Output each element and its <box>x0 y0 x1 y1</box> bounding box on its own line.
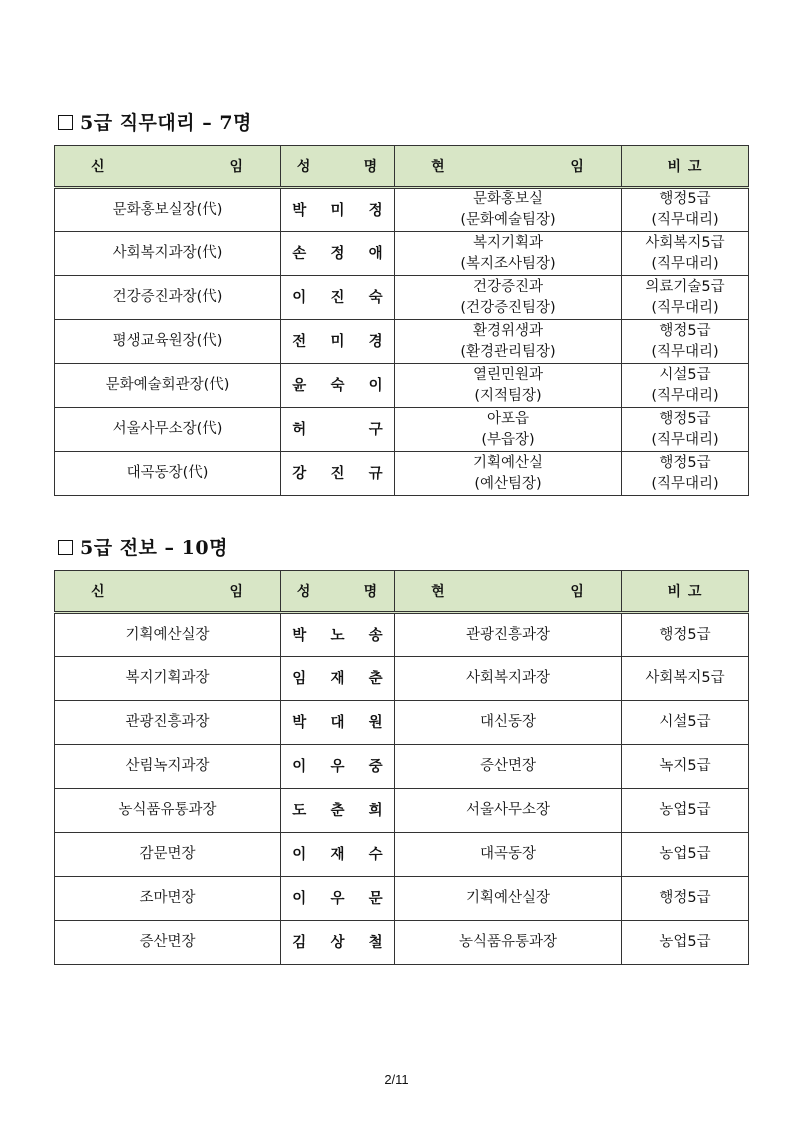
cell-line: 시설5급 <box>659 366 711 383</box>
current-post-cell <box>395 188 622 232</box>
name-letters <box>281 932 394 953</box>
name-letters <box>281 200 394 221</box>
name-char: 윤 <box>292 377 307 394</box>
current-post-cell <box>395 452 622 496</box>
note-cell <box>622 452 749 496</box>
name-cell <box>281 613 395 657</box>
note-cell <box>622 232 749 276</box>
name-char: 애 <box>368 245 383 262</box>
checkbox-square-icon <box>58 115 73 130</box>
new-post-cell: 감문면장 <box>55 833 281 877</box>
name-cell <box>281 921 395 965</box>
note-cell: 행정5급 <box>622 877 749 921</box>
new-post-cell: 사회복지과장(代) <box>55 232 281 276</box>
cell-line: (직무대리) <box>651 387 719 404</box>
name-char: 미 <box>330 201 345 219</box>
current-post-cell: 농식품유통과장 <box>395 921 622 965</box>
name-letters <box>281 712 394 733</box>
name-letters <box>281 888 394 909</box>
new-post-cell: 농식품유통과장 <box>55 789 281 833</box>
cell-line: (환경관리팀장) <box>460 343 556 360</box>
header-name: 성 명 <box>281 571 395 613</box>
note-cell <box>622 408 749 452</box>
note-cell: 농업5급 <box>622 833 749 877</box>
new-post-cell: 기획예산실장 <box>55 613 281 657</box>
cell-line: 행정5급 <box>659 191 711 207</box>
note-cell: 행정5급 <box>622 613 749 657</box>
cell-line: 건강증진과 <box>472 278 544 295</box>
note-cell: 녹지5급 <box>622 745 749 789</box>
cell-line: 기획예산실 <box>472 454 544 471</box>
checkbox-square-icon <box>58 540 73 555</box>
cell-line: (지적팀장) <box>474 387 542 404</box>
current-post-cell <box>395 408 622 452</box>
name-letters <box>281 243 394 264</box>
cell-line: 복지기획과 <box>472 234 544 251</box>
transfer-appointments-table <box>54 570 749 965</box>
name-cell <box>281 188 395 232</box>
section-title-acting: 5급 직무대리 – 7명 <box>58 108 252 135</box>
table-row <box>55 657 749 701</box>
new-post-cell: 관광진흥과장 <box>55 701 281 745</box>
new-post-cell: 문화홍보실장(代) <box>55 188 281 232</box>
name-char: 강 <box>292 465 307 482</box>
cell-line: 환경위생과 <box>472 322 544 339</box>
name-char: 손 <box>292 245 307 262</box>
cell-line: (직무대리) <box>651 212 719 228</box>
name-letters <box>281 331 394 352</box>
header-name: 성 명 <box>281 146 395 188</box>
cell-line: (예산팀장) <box>474 475 542 492</box>
cell-line: (직무대리) <box>651 255 719 272</box>
name-letters <box>281 375 394 396</box>
new-post-cell: 대곡동장(代) <box>55 452 281 496</box>
header-note: 비 고 <box>622 146 749 188</box>
name-char: 문 <box>368 890 383 907</box>
name-letters <box>281 756 394 777</box>
cell-line: 의료기술5급 <box>645 278 725 295</box>
acting-appointments-table <box>54 145 749 496</box>
new-post-cell: 증산면장 <box>55 921 281 965</box>
name-char: 중 <box>368 758 383 775</box>
name-char: 철 <box>368 934 383 951</box>
name-char: 춘 <box>330 802 345 819</box>
new-post-cell: 문화예술회관장(代) <box>55 364 281 408</box>
note-cell <box>622 276 749 320</box>
current-post-cell <box>395 364 622 408</box>
cell-line: (건강증진팀장) <box>460 299 556 316</box>
cell-line: 열린민원과 <box>472 366 544 383</box>
table-row <box>55 408 749 452</box>
current-post-cell <box>395 232 622 276</box>
cell-line: 문화홍보실 <box>472 191 544 207</box>
name-char: 구 <box>368 421 383 438</box>
table-row <box>55 613 749 657</box>
note-cell: 농업5급 <box>622 789 749 833</box>
name-char: 희 <box>368 802 383 819</box>
header-note: 비 고 <box>622 571 749 613</box>
new-post-cell: 건강증진과장(代) <box>55 276 281 320</box>
name-letters <box>281 800 394 821</box>
cell-line: 행정5급 <box>659 454 711 471</box>
name-char: 박 <box>292 201 307 219</box>
name-char: 미 <box>330 333 345 350</box>
name-cell <box>281 364 395 408</box>
name-char: 허 <box>292 421 307 438</box>
cell-line: 아포읍 <box>486 410 530 427</box>
name-cell <box>281 657 395 701</box>
name-char: 박 <box>292 626 307 644</box>
name-char: 김 <box>292 934 307 951</box>
table-row <box>55 320 749 364</box>
name-char: 숙 <box>368 289 383 306</box>
new-post-cell: 조마면장 <box>55 877 281 921</box>
table-row <box>55 364 749 408</box>
name-char: 상 <box>330 934 345 951</box>
name-cell <box>281 789 395 833</box>
name-char: 이 <box>292 758 307 775</box>
table-row <box>55 452 749 496</box>
header-current-post: 현 임 <box>395 146 622 188</box>
name-char: 이 <box>292 890 307 907</box>
name-char: 도 <box>292 802 307 819</box>
name-letters <box>281 287 394 308</box>
name-cell <box>281 276 395 320</box>
cell-line: (직무대리) <box>651 343 719 360</box>
name-cell <box>281 452 395 496</box>
cell-line: (문화예술팀장) <box>460 212 556 228</box>
cell-line: 행정5급 <box>659 410 711 427</box>
name-letters <box>281 668 394 689</box>
cell-line: (복지조사팀장) <box>460 255 556 272</box>
note-cell <box>622 364 749 408</box>
name-char: 임 <box>292 670 307 687</box>
name-char: 재 <box>330 670 345 687</box>
name-cell <box>281 232 395 276</box>
cell-line: (직무대리) <box>651 431 719 448</box>
name-char: 경 <box>368 333 383 350</box>
note-cell: 사회복지5급 <box>622 657 749 701</box>
current-post-cell: 증산면장 <box>395 745 622 789</box>
table-row <box>55 276 749 320</box>
name-letters <box>281 463 394 484</box>
name-char: 대 <box>330 714 345 731</box>
cell-line: (부읍장) <box>481 431 535 448</box>
table-header-row <box>55 571 749 613</box>
name-char: 이 <box>292 289 307 306</box>
current-post-cell: 관광진흥과장 <box>395 613 622 657</box>
section-title-transfer: 5급 전보 – 10명 <box>58 533 228 560</box>
table-header-row <box>55 146 749 188</box>
name-char: 재 <box>330 846 345 863</box>
new-post-cell: 복지기획과장 <box>55 657 281 701</box>
table-row <box>55 745 749 789</box>
new-post-cell: 평생교육원장(代) <box>55 320 281 364</box>
name-char: 정 <box>368 201 383 219</box>
cell-line: 행정5급 <box>659 322 711 339</box>
name-char: 박 <box>292 714 307 731</box>
header-current-post: 현 임 <box>395 571 622 613</box>
name-letters <box>281 625 394 646</box>
name-cell <box>281 320 395 364</box>
note-cell <box>622 320 749 364</box>
note-cell <box>622 188 749 232</box>
current-post-cell: 사회복지과장 <box>395 657 622 701</box>
name-char: 이 <box>292 846 307 863</box>
current-post-cell <box>395 276 622 320</box>
name-char: 춘 <box>368 670 383 687</box>
note-cell: 시설5급 <box>622 701 749 745</box>
name-char: 원 <box>368 714 383 731</box>
current-post-cell: 대신동장 <box>395 701 622 745</box>
current-post-cell <box>395 320 622 364</box>
cell-line: 사회복지5급 <box>645 234 725 251</box>
name-cell <box>281 408 395 452</box>
name-char: 진 <box>330 465 345 482</box>
name-char: 수 <box>368 846 383 863</box>
current-post-cell: 대곡동장 <box>395 833 622 877</box>
new-post-cell: 서울사무소장(代) <box>55 408 281 452</box>
name-letters <box>281 844 394 865</box>
name-char: 숙 <box>330 377 345 394</box>
name-char: 진 <box>330 289 345 306</box>
name-cell <box>281 833 395 877</box>
name-char: 규 <box>368 465 383 482</box>
table-row <box>55 701 749 745</box>
name-cell <box>281 745 395 789</box>
header-new-post: 신 임 <box>55 571 281 613</box>
page-number: 2/11 <box>384 1072 409 1087</box>
name-letters <box>281 419 394 440</box>
name-char: 우 <box>330 890 345 907</box>
note-cell: 농업5급 <box>622 921 749 965</box>
cell-line: (직무대리) <box>651 475 719 492</box>
new-post-cell: 산림녹지과장 <box>55 745 281 789</box>
name-char: 전 <box>292 333 307 350</box>
table-row <box>55 877 749 921</box>
name-cell <box>281 877 395 921</box>
name-cell <box>281 701 395 745</box>
table-row <box>55 232 749 276</box>
current-post-cell: 기획예산실장 <box>395 877 622 921</box>
name-char: 정 <box>330 245 345 262</box>
table-row <box>55 921 749 965</box>
header-new-post: 신 임 <box>55 146 281 188</box>
table-row <box>55 789 749 833</box>
name-char: 이 <box>368 377 383 394</box>
cell-line: (직무대리) <box>651 299 719 316</box>
table-row <box>55 188 749 232</box>
current-post-cell: 서울사무소장 <box>395 789 622 833</box>
table-row <box>55 833 749 877</box>
name-char: 우 <box>330 758 345 775</box>
name-char: 노 <box>330 626 345 644</box>
name-char: 송 <box>368 626 383 644</box>
